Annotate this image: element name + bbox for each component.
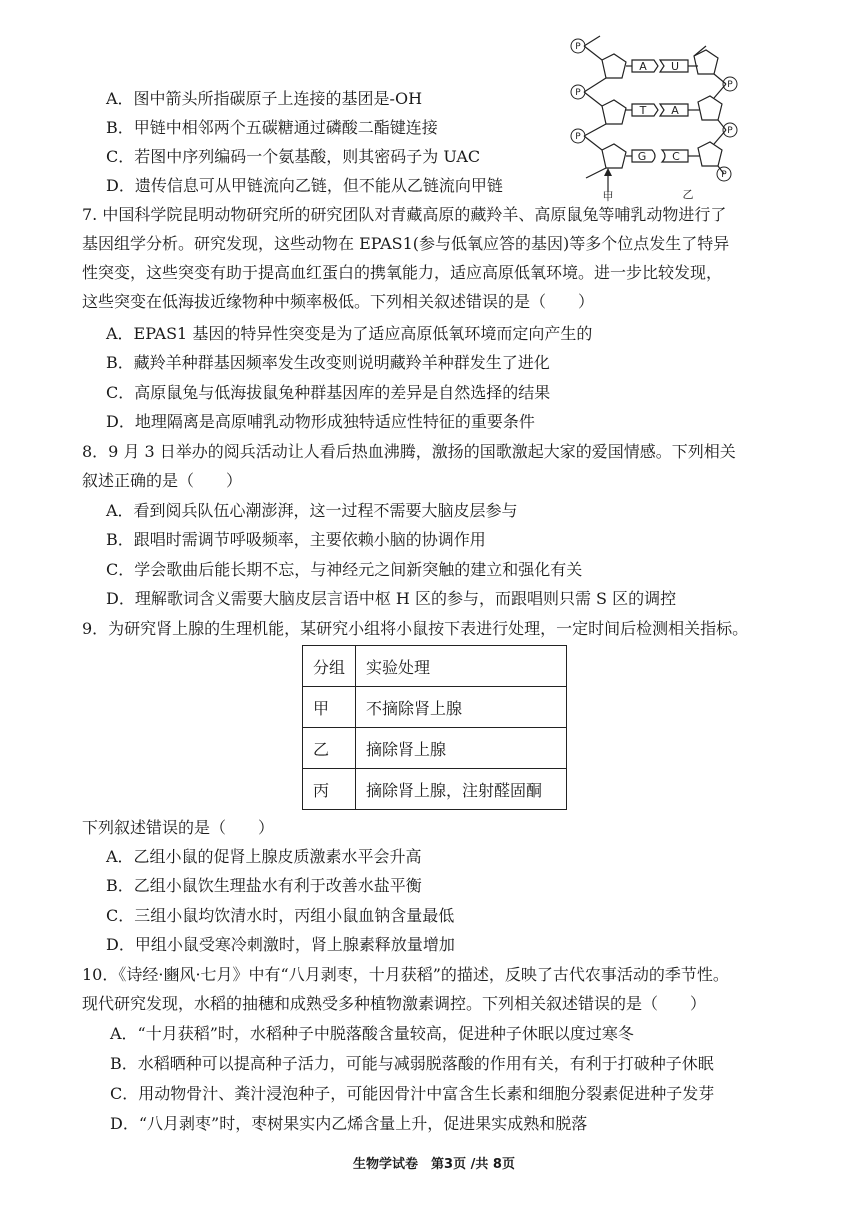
q10-stem-line-1: 10．《诗经·豳风·七月》中有“八月剥枣，十月获稻”的描述，反映了古代农事活动的季节性。 xyxy=(82,965,729,984)
q10-option-a: A．“十月获稻”时，水稻种子中脱落酸含量较高，促进种子休眠以度过寒冬 xyxy=(110,1024,634,1043)
q8-option-a: A．看到阅兵队伍心潮澎湃，这一过程不需要大脑皮层参与 xyxy=(106,501,518,520)
q7-stem-line-2: 基因组学分析。研究发现，这些动物在 EPAS1(参与低氧应答的基因)等多个位点发生了特异 xyxy=(82,234,730,253)
q8-option-b: B．跟唱时需调节呼吸频率，主要依赖小脑的协调作用 xyxy=(106,530,486,549)
base-right-3: C xyxy=(672,150,680,163)
q8-option-d: D．理解歌词含义需要大脑皮层言语中枢 H 区的参与，而跟唱则只需 S 区的调控 xyxy=(106,589,677,608)
base-left-1: A xyxy=(639,60,647,73)
page-footer: 生物学试卷 第3页 /共 8页 xyxy=(353,1157,515,1172)
phosphate-label: P xyxy=(575,42,581,52)
q10-option-c: C．用动物骨汁、粪汁浸泡种子，可能因骨汁中富含生长素和细胞分裂素促进种子发芽 xyxy=(110,1084,715,1103)
q6-option-c: C．若图中序列编码一个氨基酸，则其密码子为 UAC xyxy=(106,147,481,166)
q9-stem-line-2: 下列叙述错误的是（ ） xyxy=(82,818,275,837)
q7-stem-line-3: 性突变，这些突变有助于提高血红蛋白的携氧能力，适应高原低氧环境。进一步比较发现， xyxy=(82,263,723,282)
strand-label-jia: 甲 xyxy=(602,190,614,202)
table-header-cell: 实验处理 xyxy=(356,646,567,687)
q9-option-b: B．乙组小鼠饮生理盐水有利于改善水盐平衡 xyxy=(106,876,422,895)
q7-option-a: A．EPAS1 基因的特异性突变是为了适应高原低氧环境而定向产生的 xyxy=(106,324,593,343)
q10-stem-line-2: 现代研究发现，水稻的抽穗和成熟受多种植物激素调控。下列相关叙述错误的是（ ） xyxy=(82,994,707,1013)
table-cell: 摘除肾上腺 xyxy=(356,728,567,769)
q9-option-c: C．三组小鼠均饮清水时，丙组小鼠血钠含量最低 xyxy=(106,906,455,925)
table-cell: 不摘除肾上腺 xyxy=(356,687,567,728)
table-cell: 甲 xyxy=(303,687,356,728)
phosphate-label: P xyxy=(727,80,733,90)
phosphate-label: P xyxy=(727,126,733,136)
experiment-table xyxy=(302,645,567,810)
base-right-2: A xyxy=(671,104,679,117)
base-left-2: T xyxy=(639,104,647,117)
table-cell: 丙 xyxy=(303,769,356,810)
q10-option-d: D．“八月剥枣”时，枣树果实内乙烯含量上升，促进果实成熟和脱落 xyxy=(110,1114,588,1133)
q6-option-b: B．甲链中相邻两个五碳糖通过磷酸二酯键连接 xyxy=(106,118,438,137)
table-row xyxy=(303,728,567,769)
table-row xyxy=(303,687,567,728)
strand-label-yi: 乙 xyxy=(682,188,694,201)
q8-option-c: C．学会歌曲后能长期不忘，与神经元之间新突触的建立和强化有关 xyxy=(106,560,583,579)
table-cell: 摘除肾上腺，注射醛固酮 xyxy=(356,769,567,810)
q7-option-d: D．地理隔离是高原哺乳动物形成独特适应性特征的重要条件 xyxy=(106,412,535,431)
q10-option-b: B．水稻晒种可以提高种子活力，可能与减弱脱落酸的作用有关，有利于打破种子休眠 xyxy=(110,1054,714,1073)
phosphate-label: P xyxy=(575,132,581,142)
q8-stem-line-1: 8．9 月 3 日举办的阅兵活动让人看后热血沸腾，激扬的国歌激起大家的爱国情感。下列相关 xyxy=(82,442,736,461)
table-header-cell: 分组 xyxy=(303,646,356,687)
q7-stem-line-4: 这些突变在低海拔近缘物种中频率极低。下列相关叙述错误的是（ ） xyxy=(82,292,595,311)
phosphate-label: P xyxy=(721,170,727,180)
q9-option-d: D．甲组小鼠受寒冷刺激时，肾上腺素释放量增加 xyxy=(106,935,455,954)
q9-stem-line-1: 9．为研究肾上腺的生理机能，某研究小组将小鼠按下表进行处理，一定时间后检测相关指标。 xyxy=(82,619,749,638)
q7-option-b: B．藏羚羊种群基因频率发生改变则说明藏羚羊种群发生了进化 xyxy=(106,353,550,372)
q8-stem-line-2: 叙述正确的是（ ） xyxy=(82,471,243,490)
q7-option-c: C．高原鼠兔与低海拔鼠兔种群基因库的差异是自然选择的结果 xyxy=(106,383,551,402)
nucleic-acid-diagram xyxy=(564,32,744,202)
table-cell: 乙 xyxy=(303,728,356,769)
phosphate-label: P xyxy=(575,88,581,98)
q7-stem-line-1: 7. 中国科学院昆明动物研究所的研究团队对青藏高原的藏羚羊、高原鼠兔等哺乳动物进行了 xyxy=(82,205,727,224)
base-right-1: U xyxy=(670,60,680,73)
q9-option-a: A．乙组小鼠的促肾上腺皮质激素水平会升高 xyxy=(106,847,422,866)
base-left-3: G xyxy=(637,150,647,163)
table-header-row xyxy=(303,646,567,687)
q6-option-d: D．遗传信息可从甲链流向乙链，但不能从乙链流向甲链 xyxy=(106,176,503,195)
q6-option-a: A．图中箭头所指碳原子上连接的基团是-OH xyxy=(106,89,423,108)
table-row xyxy=(303,769,567,810)
